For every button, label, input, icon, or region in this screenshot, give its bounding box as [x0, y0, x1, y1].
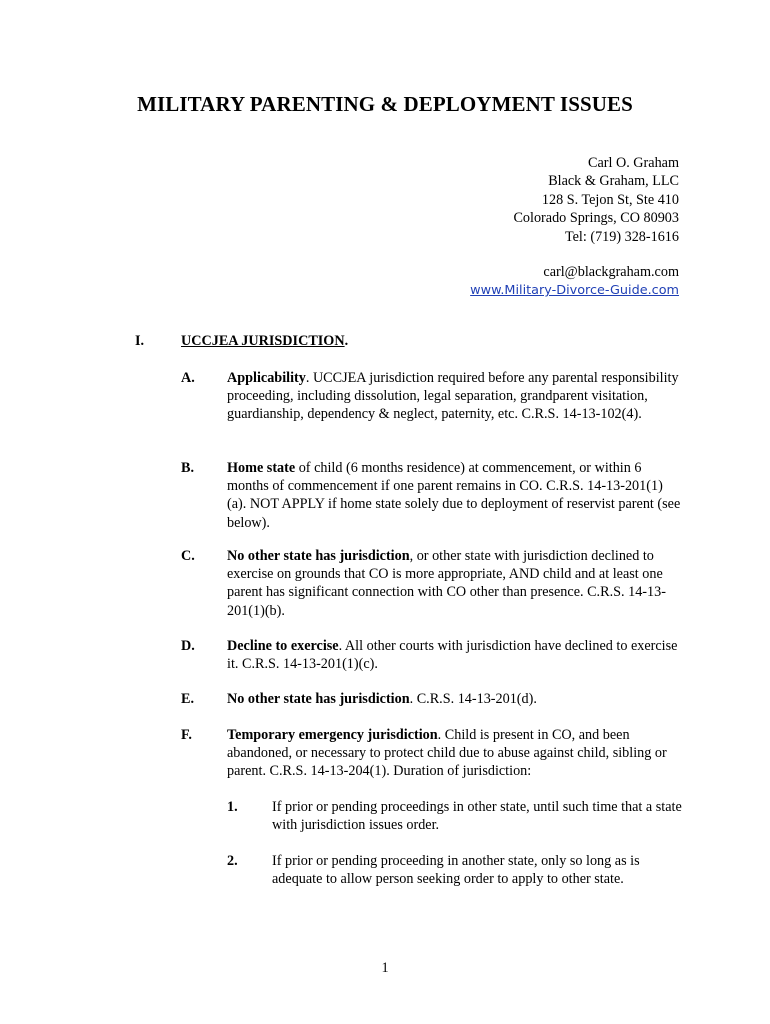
- list-item: [181, 726, 681, 781]
- section-heading: [181, 333, 348, 350]
- item-lead: No other state has jurisdiction: [227, 548, 410, 564]
- item-text: . Child is present in CO, and been abandoned, or necessary to protect child due to abuse against child, sibling or parent. C.R.S. 14-13-204(1). Duration of jurisdiction:: [227, 727, 667, 780]
- author-email[interactable]: carl@blackgraham.com: [543, 264, 679, 281]
- subitem-text: If prior or pending proceedings in other state, until such time that a state with jurisdiction issues order.: [272, 799, 682, 834]
- list-item: [181, 547, 681, 620]
- item-lead: Home state: [227, 460, 296, 476]
- author-website-link[interactable]: www.Military-Divorce-Guide.com: [470, 283, 679, 299]
- item-letter: A.: [181, 370, 195, 386]
- item-text: , or other state with jurisdiction declined to exercise on grounds that CO is more appropriate, AND child and at least one parent has significant connection with CO other than presence. C.R.S. 14-13-201(1)(b).: [227, 548, 666, 619]
- list-item: [181, 369, 681, 424]
- list-item: [181, 690, 681, 708]
- item-lead: No other state has jurisdiction: [227, 691, 410, 707]
- page-title: MILITARY PARENTING & DEPLOYMENT ISSUES: [137, 92, 633, 116]
- author-address-line2: Colorado Springs, CO 80903: [513, 210, 679, 227]
- item-lead: Applicability: [227, 370, 306, 386]
- sub-list-item: [227, 798, 682, 834]
- author-address-line1: 128 S. Tejon St, Ste 410: [541, 191, 679, 208]
- item-text: . C.R.S. 14-13-201(d).: [409, 691, 537, 707]
- author-block: [470, 154, 679, 301]
- page-number: 1: [381, 960, 389, 976]
- item-letter: E.: [181, 691, 195, 707]
- list-item: [181, 637, 681, 673]
- list-item: [181, 459, 681, 532]
- subitem-number: 2.: [227, 853, 238, 869]
- subitem-text: If prior or pending proceeding in another state, only so long as is adequate to allow person seeking order to apply to other state.: [272, 853, 640, 888]
- author-spacer: [470, 246, 679, 263]
- item-letter: C.: [181, 548, 195, 564]
- subitem-number: 1.: [227, 799, 238, 815]
- item-text: . UCCJEA jurisdiction required before any parental responsibility proceeding, including dissolution, legal separation, grandparent visitation, guardianship, dependency & neglect, paternity, etc. C.R.S. 14-13-102(4).: [227, 370, 679, 423]
- section-title: UCCJEA JURISDICTION: [181, 333, 345, 349]
- item-text: of child (6 months residence) at commencement, or within 6 months of commencement if one parent remains in CO. C.R.S. 14-13-201(1)(a). NOT APPLY if home state solely due to deployment of reservist parent (see below).: [227, 460, 681, 531]
- item-lead: Decline to exercise: [227, 638, 339, 654]
- section-title-suffix: .: [344, 333, 349, 349]
- item-letter: F.: [181, 727, 192, 743]
- author-firm: Black & Graham, LLC: [548, 173, 679, 190]
- sub-list-item: [227, 852, 682, 888]
- item-letter: D.: [181, 638, 195, 654]
- item-lead: Temporary emergency jurisdiction: [227, 727, 438, 743]
- section-number: I.: [135, 333, 145, 349]
- author-name: Carl O. Graham: [587, 155, 679, 171]
- item-text: . All other courts with jurisdiction have declined to exercise it. C.R.S. 14-13-201(1)(c).: [227, 638, 678, 673]
- author-phone: Tel: (719) 328-1616: [564, 228, 679, 245]
- item-letter: B.: [181, 460, 195, 476]
